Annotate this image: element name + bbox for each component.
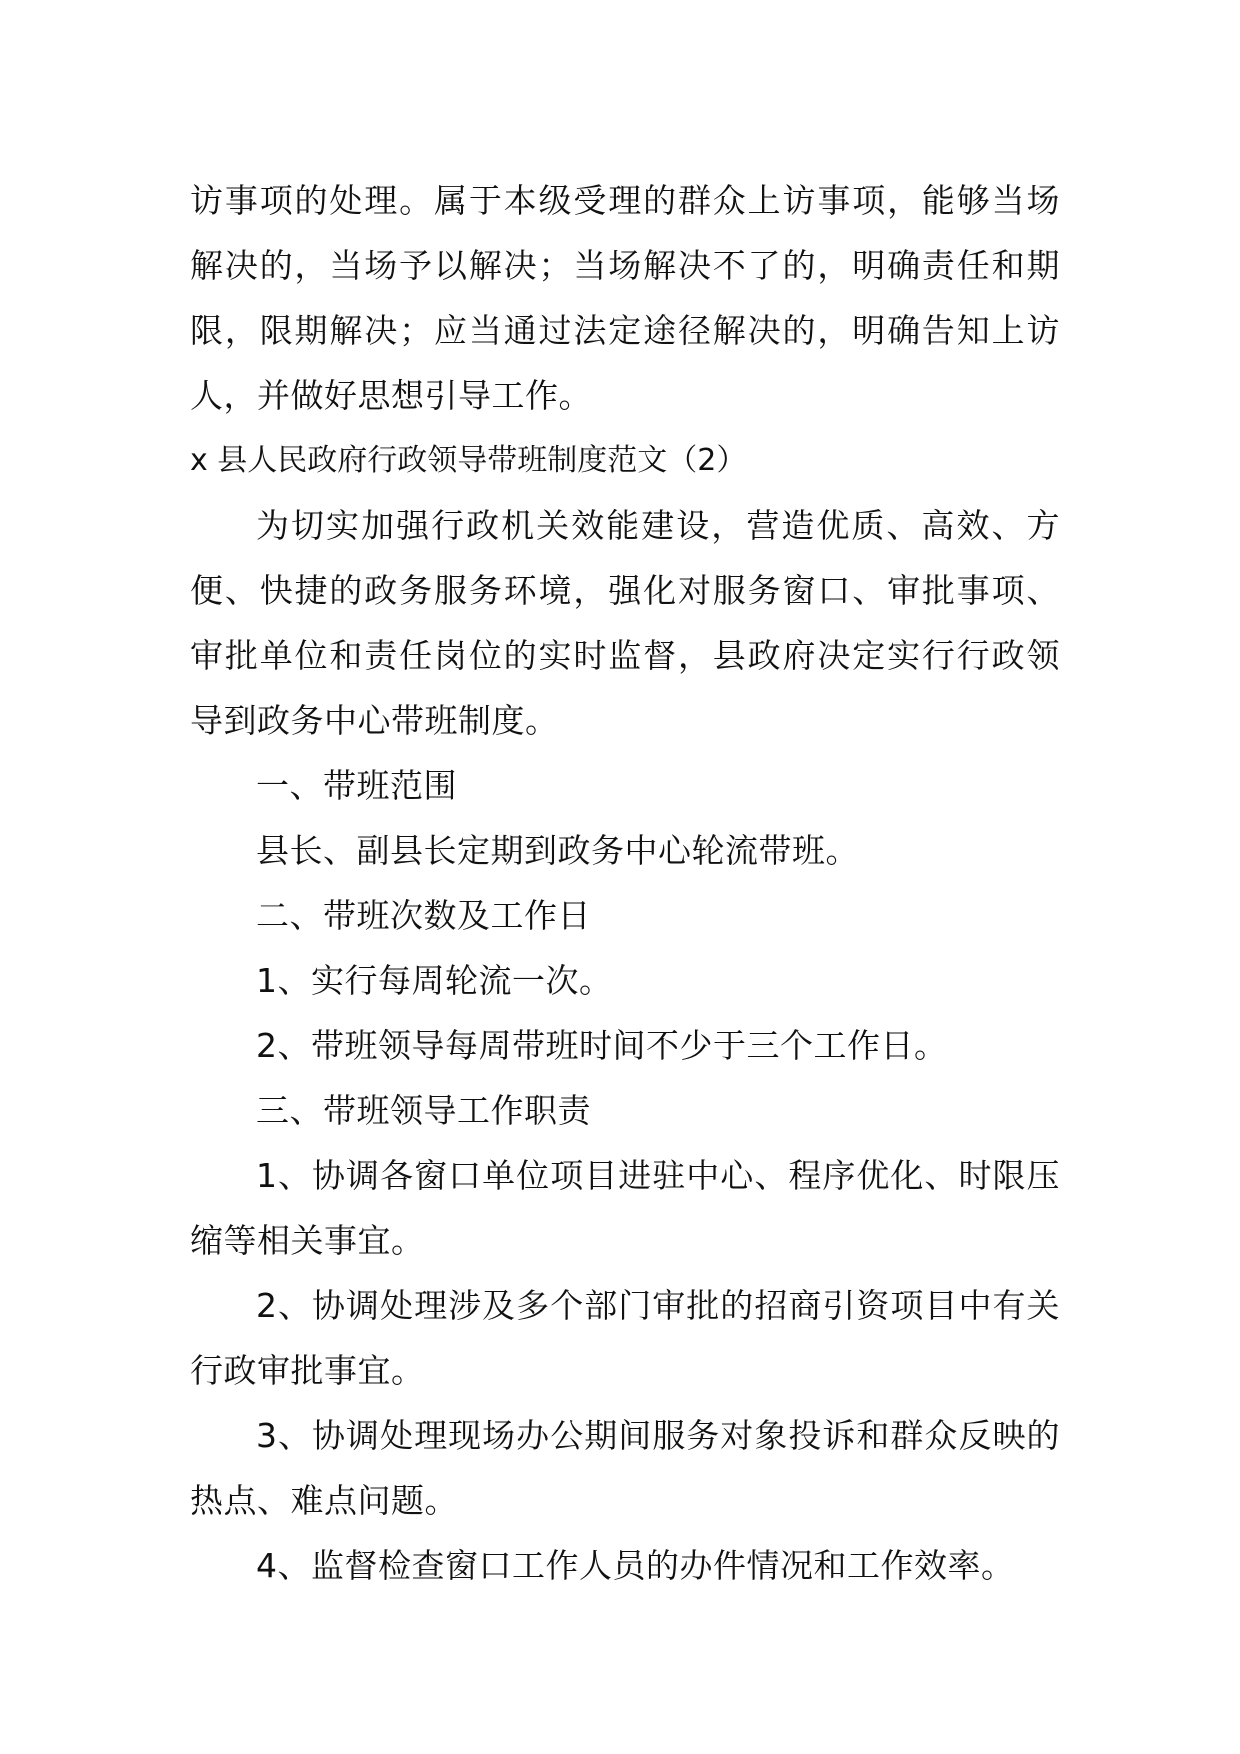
list-item: 3、协调处理现场办公期间服务对象投诉和群众反映的热点、难点问题。 xyxy=(190,1416,1060,1520)
section-text-scope: 县长、副县长定期到政务中心轮流带班。 xyxy=(256,831,859,870)
list-item: 1、实行每周轮流一次。 xyxy=(256,961,613,1000)
section-heading-scope: 一、带班范围 xyxy=(256,766,457,805)
section-heading-duties: 三、带班领导工作职责 xyxy=(256,1091,591,1130)
list-item: 2、带班领导每周带班时间不少于三个工作日。 xyxy=(256,1026,948,1065)
document-title: x 县人民政府行政领导带班制度范文（2） xyxy=(190,443,747,478)
list-item: 2、协调处理涉及多个部门审批的招商引资项目中有关行政审批事宜。 xyxy=(190,1286,1060,1390)
list-item: 1、协调各窗口单位项目进驻中心、程序优化、时限压缩等相关事宜。 xyxy=(190,1156,1060,1260)
section-heading-frequency: 二、带班次数及工作日 xyxy=(256,896,591,935)
continuation-paragraph: 访事项的处理。属于本级受理的群众上访事项，能够当场解决的，当场予以解决；当场解决不了的，明确责任和期限，限期解决；应当通过法定途径解决的，明确告知上访人，并做好思想引导工作。 xyxy=(190,181,1060,415)
list-item: 4、监督检查窗口工作人员的办件情况和工作效率。 xyxy=(256,1546,1015,1585)
document-body xyxy=(190,168,1060,1598)
intro-paragraph: 为切实加强行政机关效能建设，营造优质、高效、方便、快捷的政务服务环境，强化对服务窗口、审批事项、审批单位和责任岗位的实时监督，县政府决定实行行政领导到政务中心带班制度。 xyxy=(190,506,1060,740)
